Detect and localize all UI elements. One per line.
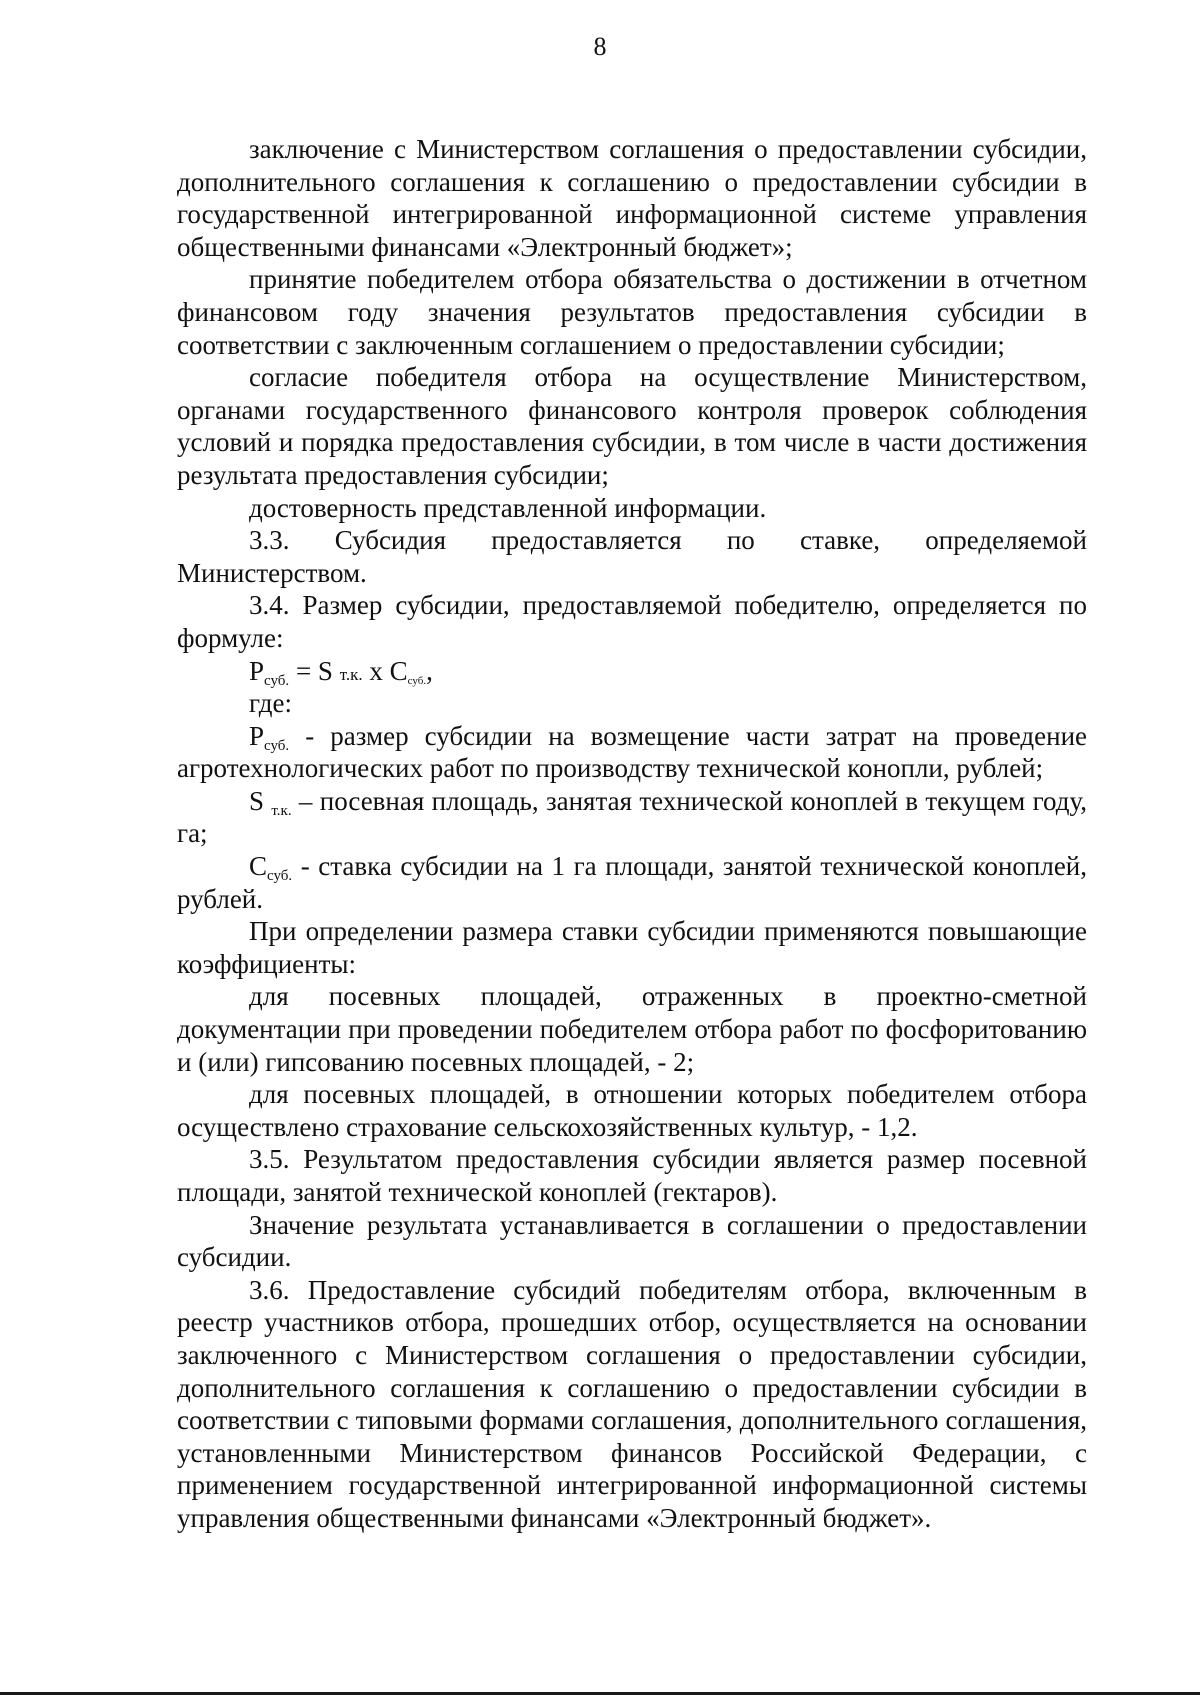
definition-p-subscript: суб. — [264, 737, 290, 754]
subsidy-formula — [177, 655, 1087, 688]
paragraph-3-5: 3.5. Результатом предоставления субсидии является размер посевной площади, занятой технической коноплей (гектаров). — [177, 1144, 1087, 1207]
paragraph-agreement-conclusion: заключение с Министерством соглашения о предоставлении субсидии, дополнительного соглашения к соглашению о предоставлении субсидии в государственной интегрированной информационной системе управления общественными финансами «Электронный бюджет»; — [177, 134, 1087, 262]
paragraph-3-4: 3.4. Размер субсидии, предоставляемой победителю, определяется по формуле: — [177, 590, 1087, 653]
formula-c-letter: C — [389, 655, 408, 686]
definition-c-sub — [177, 850, 1087, 915]
definition-p-sub — [177, 720, 1087, 785]
paragraph-coefficients: При определении размера ставки субсидии применяются повышающие коэффициенты: — [177, 916, 1087, 979]
definition-p-text: - размер субсидии на возмещение части затрат на проведение агротехнологических работ по производству технической конопли, рублей; — [177, 720, 1087, 784]
definition-s-subscript: т.к. — [271, 802, 292, 819]
paragraph-obligation: принятие победителем отбора обязательства о достижении в отчетном финансовом году значения результатов предоставления субсидии в соответствии с заключенным соглашением о предоставлении субсидии; — [177, 264, 1087, 360]
definition-s-tk — [177, 785, 1087, 850]
paragraph-coefficient-phosphate: для посевных площадей, отраженных в проектно-сметной документации при проведении победителем отбора работ по фосфоритованию и (или) гипсованию посевных площадей, - 2; — [177, 981, 1087, 1077]
document-body — [177, 133, 1087, 1535]
definition-c-text: - ставка субсидии на 1 га площади, занятой технической коноплей, рублей. — [177, 851, 1087, 914]
formula-s-letter: S — [317, 655, 333, 686]
formula-equals: = — [289, 655, 318, 686]
formula-times: x — [362, 655, 390, 686]
page-number: 8 — [593, 32, 607, 61]
definition-c-subscript: суб. — [267, 868, 293, 885]
paragraph-3-3: 3.3. Субсидия предоставляется по ставке, определяемой Министерством. — [177, 525, 1087, 588]
definition-c-letter: C — [249, 851, 268, 882]
formula-p-letter: P — [249, 655, 265, 686]
definition-s-letter: S — [249, 785, 265, 816]
paragraph-3-6: 3.6. Предоставление субсидий победителям отбора, включенным в реестр участников отбора, прошедших отбор, осуществляется на основании заключенного с Министерством соглашения о предоставлении субсидии, дополнительного соглашения к соглашению о предоставлении субсидии в соответствии с типовыми формами соглашения, дополнительного соглашения, установленными Министерством финансов Российской Федерации, с применением государственной интегрированной информационной системы управления общественными финансами «Электронный бюджет». — [177, 1274, 1087, 1533]
paragraph-where: где: — [249, 688, 292, 719]
definition-p-letter: P — [249, 720, 265, 751]
paragraph-consent: согласие победителя отбора на осуществление Министерством, органами государственного финансового контроля проверок соблюдения условий и порядка предоставления субсидии, в том числе в части достижения результата предоставления субсидии; — [177, 362, 1087, 490]
definition-s-text: – посевная площадь, занятая технической коноплей в текущем году, га; — [177, 785, 1087, 849]
formula-p-subscript: суб. — [264, 672, 290, 689]
paragraph-coefficient-insurance: для посевных площадей, в отношении которых победителем отбора осуществлено страхование сельскохозяйственных культур, - 1,2. — [177, 1079, 1087, 1142]
formula-c-subscript: суб. — [407, 674, 427, 687]
paragraph-result-value: Значение результата устанавливается в соглашении о предоставлении субсидии. — [177, 1209, 1087, 1273]
paragraph-reliability: достоверность представленной информации. — [249, 492, 767, 523]
formula-s-subscript: т.к. — [339, 664, 363, 684]
formula-tail: , — [426, 655, 433, 686]
